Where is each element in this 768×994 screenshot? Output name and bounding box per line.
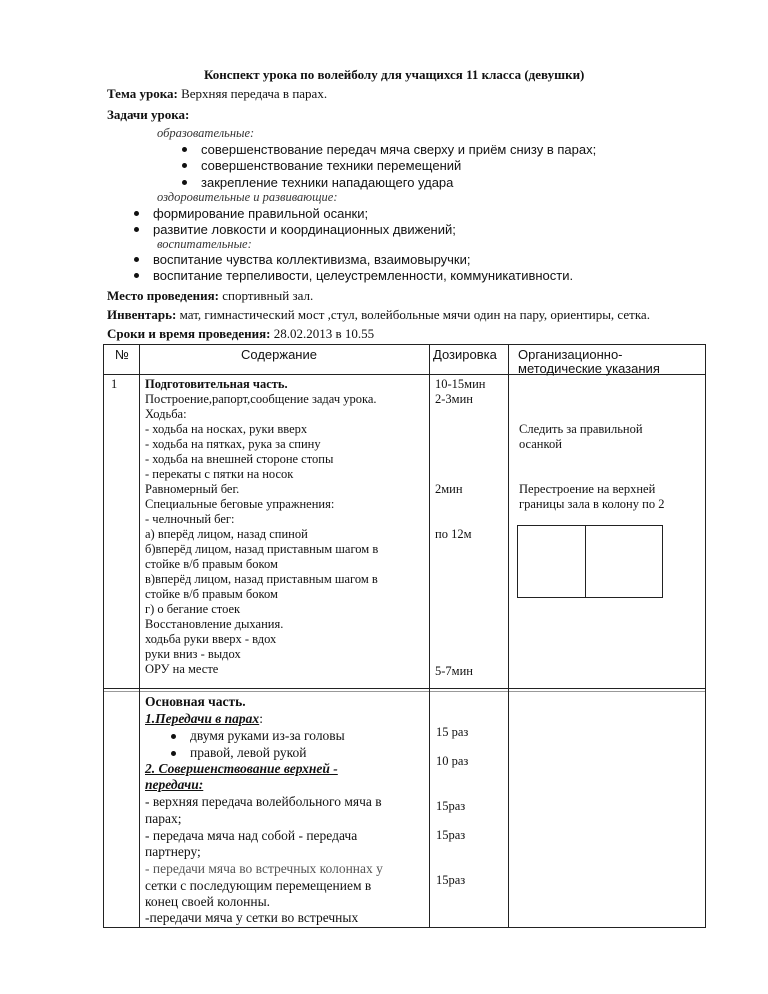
content-line: руки вниз - выдох	[145, 647, 241, 661]
dosage-value: 10-15мин	[435, 377, 486, 391]
court-diagram	[517, 525, 663, 598]
inventory: Инвентарь: мат, гимнастический мост ,стул, волейбольные мячи один на пару, ориентиры, сетка.	[107, 307, 650, 322]
header-content: Содержание	[241, 347, 317, 362]
content-line: парах;	[145, 811, 182, 826]
table-border	[103, 927, 706, 928]
bullet-icon	[134, 227, 139, 232]
list-item: двумя руками из-за головы	[171, 728, 345, 745]
content-line: - передачи мяча во встречных колоннах у	[145, 861, 383, 876]
upbringing-label: воспитательные:	[157, 237, 252, 251]
row-number: 1	[111, 377, 118, 391]
content-line: стойке в/б правым боком	[145, 557, 278, 571]
content-line: ходьба руки вверх - вдох	[145, 632, 277, 646]
bullet-icon	[182, 180, 187, 185]
note-line: Следить за правильной	[519, 422, 643, 436]
table-border	[705, 344, 706, 928]
dosage-value: по 12м	[435, 527, 472, 541]
educational-item: совершенствование передач мяча сверху и приём снизу в парах;	[182, 142, 596, 157]
topic-value: Верхняя передача в парах.	[177, 86, 328, 101]
dosage-value: 2-3мин	[435, 392, 473, 406]
content-line: сетки с последующим перемещением в	[145, 878, 372, 893]
dosage-value: 15раз	[436, 873, 466, 887]
content-line: - ходьба на внешней стороне стопы	[145, 452, 334, 466]
list-item: правой, левой рукой	[171, 745, 307, 762]
document-title: Конспект урока по волейболу для учащихся 11 класса (девушки)	[204, 67, 585, 82]
header-notes-line2: методические указания	[518, 361, 660, 376]
bullet-icon	[134, 273, 139, 278]
dosage-value: 15 раз	[436, 725, 469, 739]
content-line: - передача мяча над собой - передача	[145, 828, 358, 843]
table-border	[139, 344, 140, 928]
note-line: осанкой	[519, 437, 562, 451]
content-line: - челночный бег:	[145, 512, 235, 526]
table-border	[103, 344, 706, 345]
educational-item: закрепление техники нападающего удара	[182, 175, 453, 190]
section-title: Подготовительная часть.	[145, 377, 288, 391]
tasks-label: Задачи урока:	[107, 107, 190, 122]
content-line: стойке в/б правым боком	[145, 587, 278, 601]
main-part-title: Основная часть.	[145, 694, 246, 709]
content-line: - ходьба на пятках, рука за спину	[145, 437, 321, 451]
content-line: ОРУ на месте	[145, 662, 219, 676]
content-line: в)вперёд лицом, назад приставным шагом в	[145, 572, 378, 586]
table-border	[103, 688, 706, 689]
health-item: развитие ловкости и координационных движений;	[134, 222, 456, 237]
educational-label: образовательные:	[157, 126, 255, 140]
educational-item: совершенствование техники перемещений	[182, 158, 461, 173]
dates: Сроки и время проведения: 28.02.2013 в 10.55	[107, 326, 375, 341]
dosage-value: 2мин	[435, 482, 463, 496]
content-line: конец своей колонны.	[145, 894, 271, 909]
table-border	[429, 344, 430, 928]
lesson-table	[103, 344, 706, 927]
dosage-value: 10 раз	[436, 754, 469, 768]
content-line: б)вперёд лицом, назад приставным шагом в	[145, 542, 379, 556]
topic-label: Тема урока:	[107, 86, 178, 101]
health-item: формирование правильной осанки;	[134, 206, 368, 221]
note-line: Перестроение на верхней	[519, 482, 656, 496]
bullet-icon	[182, 163, 187, 168]
content-line: - верхняя передача волейбольного мяча в	[145, 794, 382, 809]
bullet-icon	[134, 211, 139, 216]
note-line: границы зала в колону по 2	[519, 497, 665, 511]
content-line: а) вперёд лицом, назад спиной	[145, 527, 308, 541]
content-line: -передачи мяча у сетки во встречных	[145, 910, 359, 925]
content-line: партнеру;	[145, 844, 201, 859]
header-num: №	[115, 347, 129, 362]
content-line: Равномерный бег.	[145, 482, 240, 496]
subsection-title: 2. Совершенствование верхней -	[145, 761, 338, 776]
content-line: Построение,рапорт,сообщение задач урока.	[145, 392, 377, 406]
header-notes-line1: Организационно-	[518, 347, 623, 362]
bullet-icon	[134, 257, 139, 262]
dosage-value: 15раз	[436, 828, 466, 842]
bullet-icon	[171, 751, 176, 756]
health-label: оздоровительные и развивающие:	[157, 190, 338, 204]
content-line: Восстановление дыхания.	[145, 617, 284, 631]
subsection-title-cont: передачи:	[145, 777, 204, 792]
table-border	[103, 691, 706, 692]
upbringing-item: воспитание терпеливости, целеустремленности, коммуникативности.	[134, 268, 573, 283]
table-border	[103, 344, 104, 928]
dosage-value: 15раз	[436, 799, 466, 813]
place: Место проведения: спортивный зал.	[107, 288, 314, 303]
header-dosage: Дозировка	[433, 347, 497, 362]
subsection-title: 1.Передачи в парах:	[145, 711, 263, 726]
content-line: Специальные беговые упражнения:	[145, 497, 335, 511]
content-line: - ходьба на носках, руки вверх	[145, 422, 308, 436]
upbringing-item: воспитание чувства коллективизма, взаимовыручки;	[134, 252, 471, 267]
bullet-icon	[182, 147, 187, 152]
content-line: г) о бегание стоек	[145, 602, 241, 616]
bullet-icon	[171, 734, 176, 739]
content-line: - перекаты с пятки на носок	[145, 467, 294, 481]
court-net-line	[585, 526, 586, 597]
content-line: Ходьба:	[145, 407, 187, 421]
lesson-topic	[107, 86, 327, 102]
dosage-value: 5-7мин	[435, 664, 473, 678]
table-border	[508, 344, 509, 928]
